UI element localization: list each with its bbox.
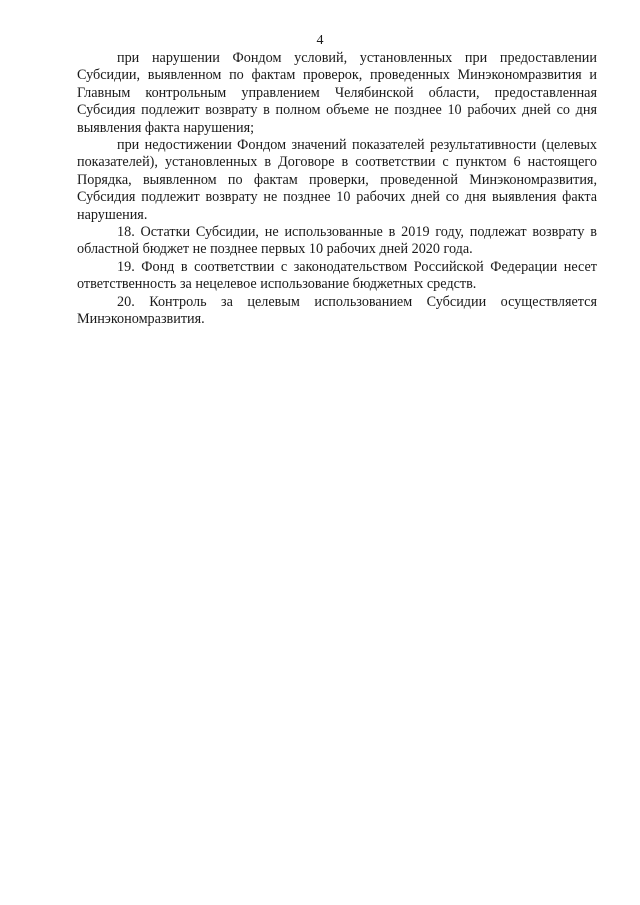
paragraph-19-fund-responsibility: 19. Фонд в соответствии с законодательством Российской Федерации несет ответственность за нецелевое использование бюджетных средств. [77, 258, 597, 293]
page-number: 4 [316, 33, 324, 48]
paragraph-20-control: 20. Контроль за целевым использованием Субсидии осуществляется Минэкономразвития. [77, 293, 597, 328]
paragraph-target-indicators: при недостижении Фондом значений показателей результативности (целевых показателей), установленных в Договоре в соответствии с пунктом 6 настоящего Порядка, выявленном по фактам проверки, проведенной Минэкономразвития, Субсидия подлежит возврату не позднее 10 рабочих дней со дня выявления факта нарушения. [77, 137, 597, 223]
paragraph-violation-conditions: при нарушении Фондом условий, установленных при предоставлении Субсидии, выявленном по фактам проверок, проведенных Минэкономразвития и Главным контрольным управлением Челябинской области, предоставленная Субсидия подлежит возврату в полном объеме не позднее 10 рабочих дней со дня выявления факта нарушения; [77, 50, 597, 136]
document-body [77, 50, 597, 329]
paragraph-18-subsidy-remainder: 18. Остатки Субсидии, не использованные в 2019 году, подлежат возврату в областной бюджет не позднее первых 10 рабочих дней 2020 года. [77, 224, 597, 258]
